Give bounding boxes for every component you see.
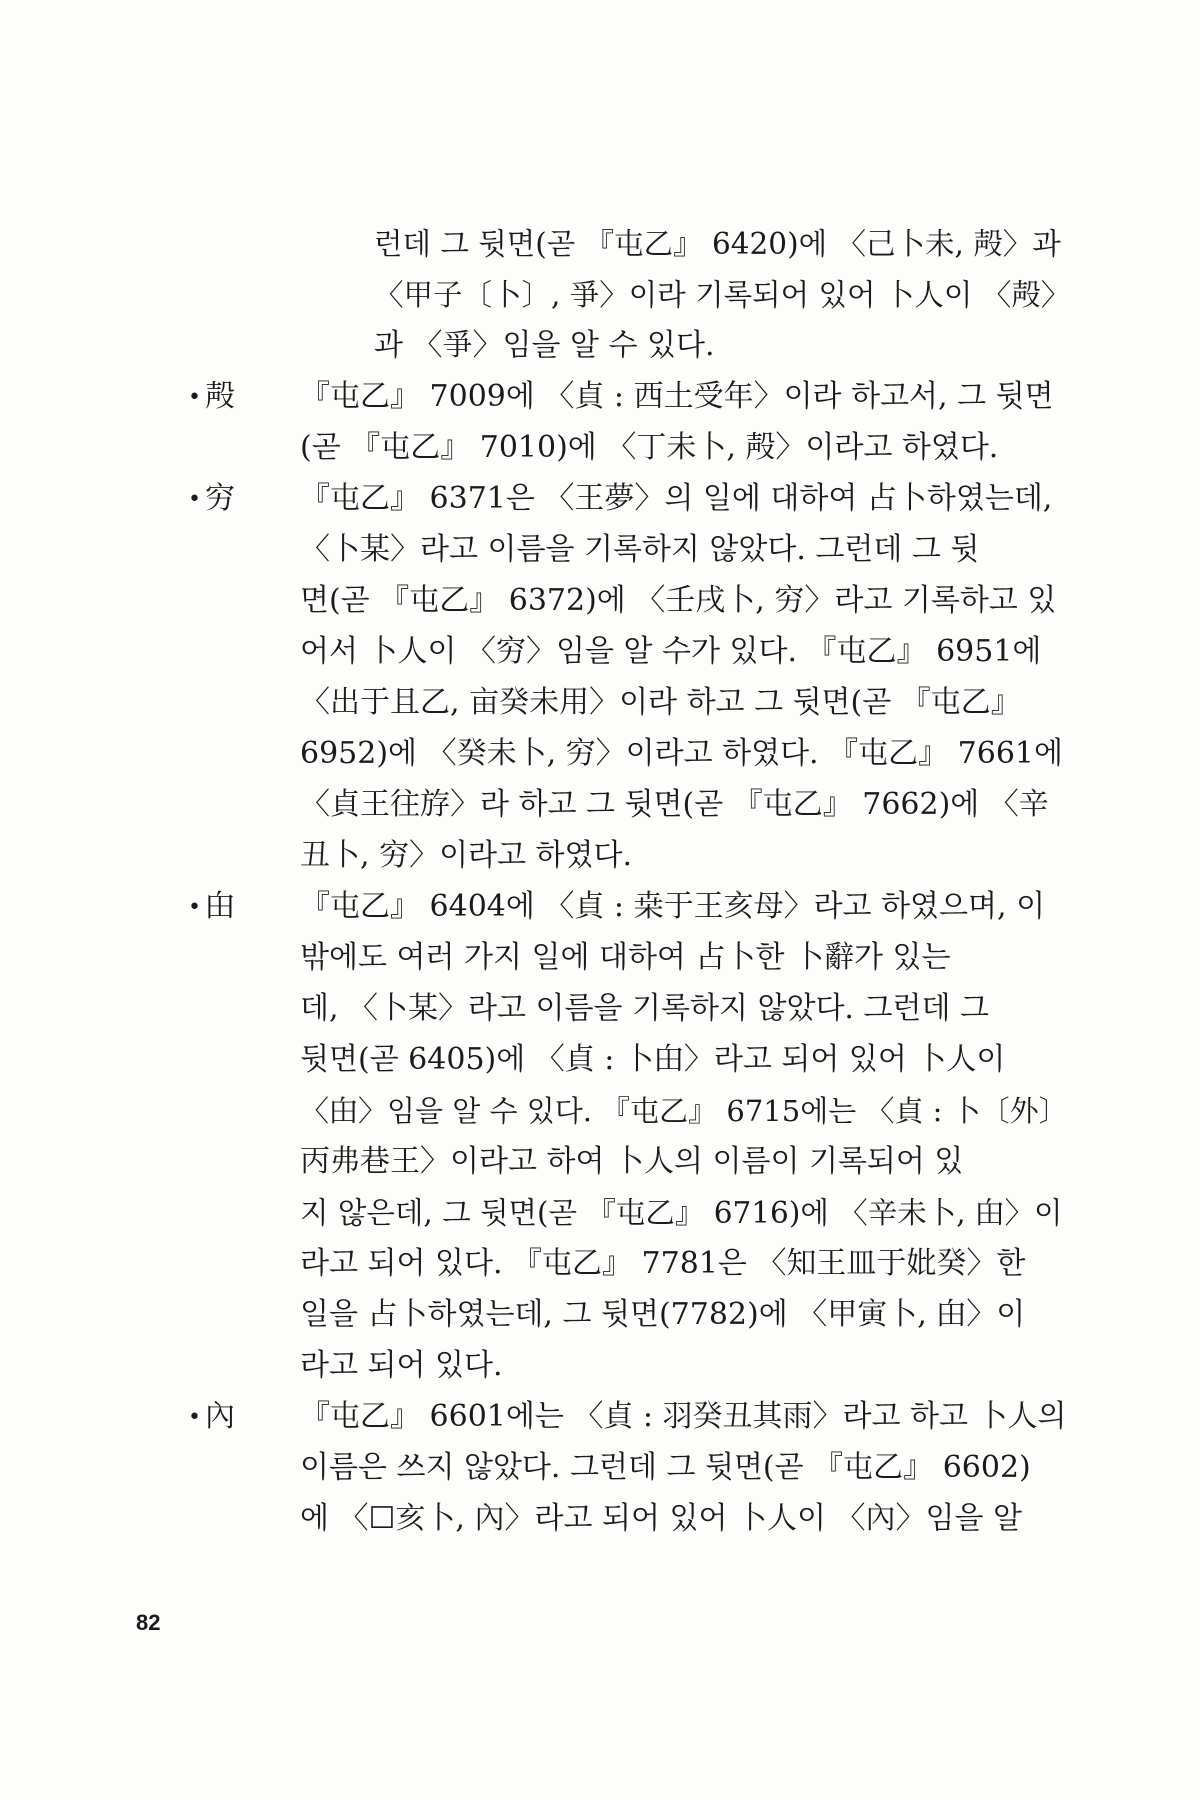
text-line: 뒷면(곧 6405)에 〈貞 : 卜甶〉라고 되어 있어 卜人이 (300, 1042, 1006, 1077)
text-line: 면(곧 『屯乙』 6372)에 〈壬戌卜, 穷〉라고 기록하고 있 (300, 583, 1057, 618)
entry-heading (188, 481, 235, 518)
entry-heading (188, 1399, 235, 1436)
text-line: 『屯乙』 6404에 〈貞 : 桒于王亥母〉라고 하였으며, 이 (300, 889, 1046, 924)
text-line: 일을 占卜하였는데, 그 뒷면(7782)에 〈甲寅卜, 甶〉이 (300, 1297, 1026, 1332)
text-line: 지 않은데, 그 뒷면(곧 『屯乙』 6716)에 〈辛未卜, 甶〉이 (300, 1196, 1063, 1230)
entry-heading (188, 379, 235, 416)
text-line: 런데 그 뒷면(곧 『屯乙』 6420)에 〈己卜未, 殸〉과 (374, 227, 1061, 261)
text-line: 『屯乙』 7009에 〈貞 : 西土受年〉이라 하고서, 그 뒷면 (300, 379, 1054, 414)
text-line: 과 〈爭〉임을 알 수 있다. (374, 328, 715, 363)
text-line: 『屯乙』 6371은 〈王夢〉의 일에 대하여 占卜하였는데, (300, 481, 1053, 516)
text-line: 라고 되어 있다. (300, 1348, 503, 1383)
entry-head-char: 內 (204, 1399, 235, 1434)
page-number: 82 (136, 1610, 161, 1635)
text-line: 밖에도 여러 가지 일에 대하여 占卜한 卜辭가 있는 (300, 940, 951, 975)
text-line: 데, 〈卜某〉라고 이름을 기록하지 않았다. 그런데 그 (300, 991, 989, 1026)
entry-head-char: 穷 (204, 481, 235, 516)
bullet-icon: • (188, 487, 201, 512)
text-line: 丙弗巷王〉이라고 하여 卜人의 이름이 기록되어 있 (300, 1144, 964, 1179)
text-line: 〈甲子〔卜〕, 爭〉이라 기록되어 있어 卜人이 〈殸〉 (374, 278, 1071, 312)
text-line: 〈甶〉임을 알 수 있다. 『屯乙』 6715에는 〈貞 : 卜〔外〕 (300, 1094, 1068, 1128)
text-line: 6952)에 〈癸未卜, 穷〉이라고 하였다. 『屯乙』 7661에 (300, 736, 1063, 771)
text-line: 『屯乙』 6601에는 〈貞 : 羽癸丑其雨〉라고 하고 卜人의 (300, 1399, 1067, 1434)
text-line: 에 〈☐亥卜, 內〉라고 되어 있어 卜人이 〈內〉임을 알 (300, 1501, 1022, 1536)
entry-heading (188, 889, 235, 926)
text-line: (곧 『屯乙』 7010)에 〈丁未卜, 殸〉이라고 하였다. (300, 430, 999, 465)
text-line: 이름은 쓰지 않았다. 그런데 그 뒷면(곧 『屯乙』 6602) (300, 1450, 1031, 1485)
bullet-icon: • (188, 895, 201, 920)
bullet-icon: • (188, 1405, 201, 1430)
bullet-icon: • (188, 385, 201, 410)
text-line: 〈卜某〉라고 이름을 기록하지 않았다. 그런데 그 뒷 (300, 532, 980, 567)
text-line: 丑卜, 穷〉이라고 하였다. (300, 838, 633, 873)
entry-head-char: 殸 (204, 379, 235, 414)
text-line: 〈出于且乙, 亩癸未用〉이라 하고 그 뒷면(곧 『屯乙』 (300, 685, 1021, 720)
text-line: 라고 되어 있다. 『屯乙』 7781은 〈知王皿于妣癸〉한 (300, 1246, 1026, 1281)
text-line: 〈貞王往斿〉라 하고 그 뒷면(곧 『屯乙』 7662)에 〈辛 (300, 787, 1049, 822)
text-line: 어서 卜人이 〈穷〉임을 알 수가 있다. 『屯乙』 6951에 (300, 634, 1042, 669)
entry-head-char: 甶 (204, 889, 235, 924)
